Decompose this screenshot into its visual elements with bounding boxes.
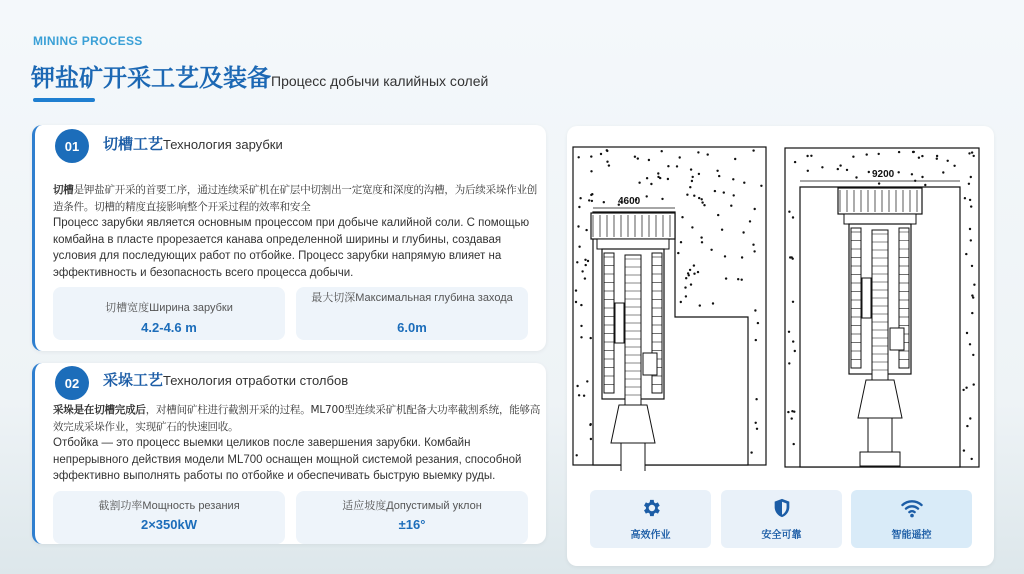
stat-label-cn: 最大切深 [311, 291, 356, 304]
description-cn: 是钾盐矿开采的首要工序，通过连续采矿机在矿层中切割出一定宽度和深度的沟槽，为后续采垛作业创造条件。切槽的精度直接影响整个开采过程的效率和安全 [53, 184, 538, 213]
section-title [103, 133, 283, 154]
description-ru: Процесс зарубки является основным процессом при добыче калийной соли. С помощью комбайна в пласте прорезается канава определенной ширины и глубины, создавая условия для последующих работ по отбойке. Процесс зарубки напрямую влияет на эффективность и безопасность всего процесса добычи. [53, 217, 530, 279]
width-label-right: 9200 [872, 169, 895, 180]
section-card-pillar [32, 363, 546, 544]
feature-remote[interactable] [851, 490, 972, 548]
stat-card-width [53, 287, 285, 340]
stat-card-slope [296, 491, 528, 544]
section-title-ru: Технология зарубки [163, 137, 283, 152]
stat-label [302, 290, 522, 306]
feature-safe[interactable] [721, 490, 842, 548]
stat-label-ru: Максимальная глубина захода [355, 292, 513, 304]
width-label-left: 4600 [618, 196, 641, 207]
right-panel-diagram [785, 148, 979, 467]
gear-icon [640, 497, 662, 519]
feature-label: 智能遥控 [891, 530, 932, 541]
feature-label: 高效作业 [630, 530, 671, 541]
section-title-cn: 切槽工艺 [103, 135, 164, 153]
mining-layout-diagram [567, 126, 994, 471]
stat-label-ru: Мощность резания [142, 500, 240, 512]
section-number-badge: 01 [55, 129, 89, 163]
section-title-cn: 采垛工艺 [103, 371, 164, 389]
description-cn: ，对槽间矿柱进行截割开采的过程。ML700型连续采矿机配备大功率截割系统，能够高效完成采垛作业，实现矿石的快速回收。 [53, 404, 541, 433]
stat-label-cn: 截割功率 [98, 499, 143, 512]
stat-value: 4.2-4.6 m [141, 320, 197, 335]
stat-card-power [53, 491, 285, 544]
page-title-cn: 钾盐矿开采工艺及装备 [31, 64, 271, 92]
left-panel-diagram [573, 147, 766, 471]
stat-label-ru: Ширина зарубки [149, 302, 233, 314]
stat-card-depth [296, 287, 528, 340]
description-ru: Отбойка — это процесс выемки целиков после завершения зарубки. Комбайн непрерывного действия модели ML700 оснащен мощной системой резания, способной эффективно выполнять работы по отбойке и обеспечивать быструю выемку руды. [53, 437, 522, 483]
section-number-badge: 02 [55, 366, 89, 400]
stat-value: ±16° [398, 517, 426, 532]
section-description [53, 182, 541, 281]
description-lead: 采垛是在切槽完成后 [53, 404, 146, 416]
description-lead: 切槽 [53, 184, 74, 196]
stat-label-ru: Допустимый уклон [386, 500, 482, 512]
feature-efficient[interactable] [590, 490, 711, 548]
section-title [103, 369, 348, 390]
stat-label [302, 498, 522, 514]
page-title-ru: Процесс добычи калийных солей [271, 73, 489, 89]
stat-label [59, 300, 279, 316]
section-description [53, 402, 541, 485]
stat-value: 2×350kW [140, 517, 197, 532]
kicker: MINING PROCESS [33, 34, 143, 48]
title-underline [33, 98, 95, 102]
feature-label: 安全可靠 [761, 530, 802, 541]
stat-value: 6.0m [397, 320, 427, 335]
page-title [31, 58, 488, 93]
equipment-diagram-card [567, 126, 994, 566]
section-title-ru: Технология отработки столбов [163, 373, 349, 388]
stat-label [59, 498, 279, 514]
stat-label-cn: 适应坡度 [342, 499, 387, 512]
stat-label-cn: 切槽宽度 [105, 301, 150, 314]
wifi-icon [900, 497, 924, 519]
shield-icon [771, 497, 793, 519]
section-card-cutting [32, 125, 546, 351]
